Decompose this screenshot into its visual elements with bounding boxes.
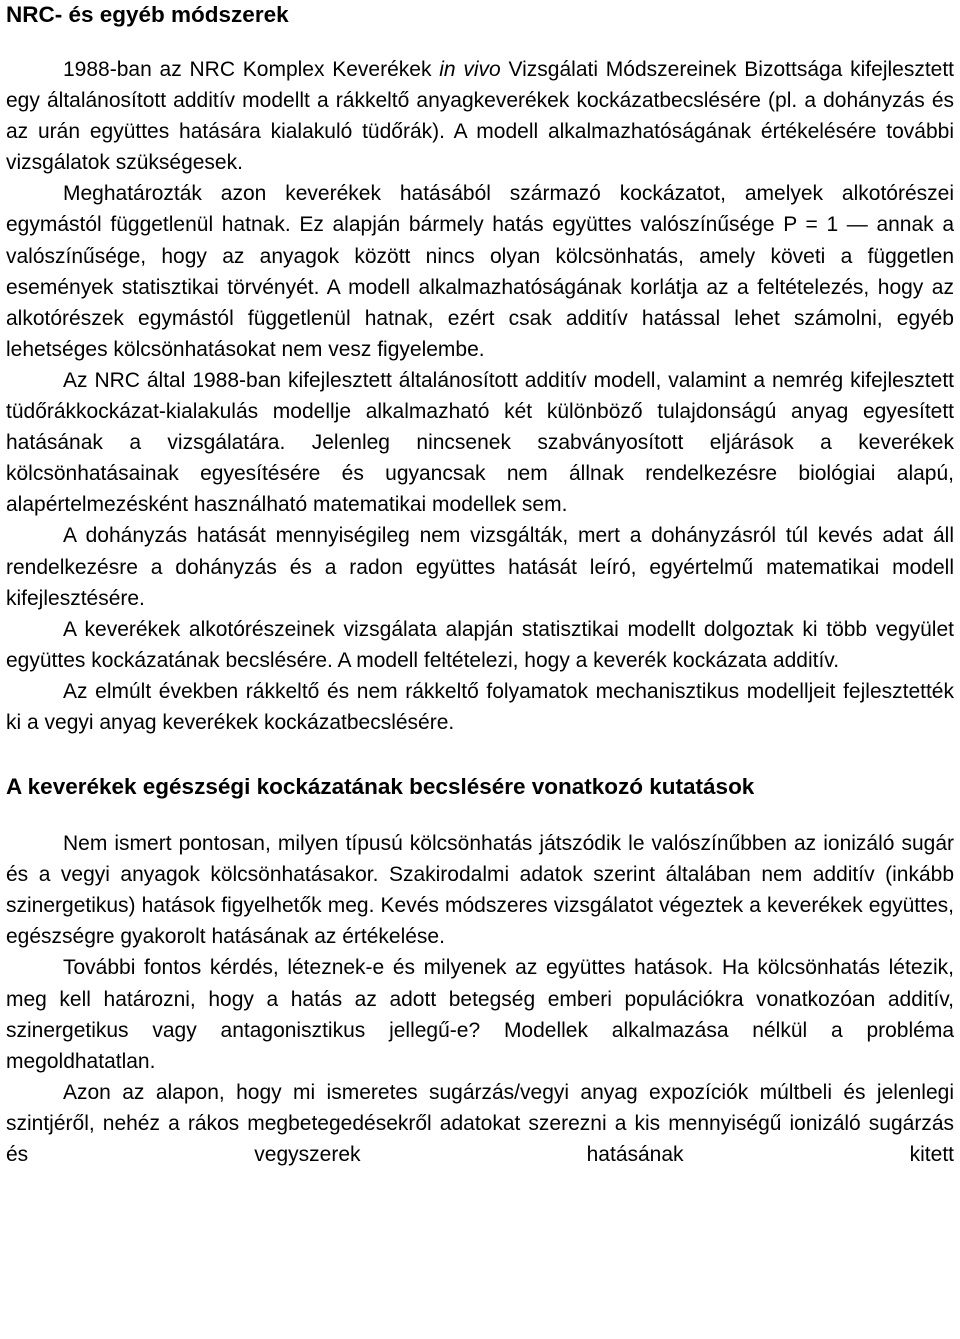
- paragraph: [6, 54, 954, 178]
- paragraph: A dohányzás hatását mennyiségileg nem vizsgálták, mert a dohányzásról túl kevés adat áll rendelkezésre a dohányzás és a radon együttes hatását leíró, egyértelmű matematikai modell kifejlesztésére.: [6, 524, 954, 610]
- section-heading-nrc-methods: NRC- és egyéb módszerek: [6, 2, 289, 27]
- paragraph-text: 1988-ban az NRC Komplex Keverékek: [63, 58, 440, 81]
- paragraph: Azon az alapon, hogy mi ismeretes sugárzás/vegyi anyag expozíciók múltbeli és jelenlegi szintjéről, nehéz a rákos megbetegedésekről adatokat szerezni a kis mennyiségű ionizáló sugárzás és vegyszerek hatásának kitett: [6, 1080, 954, 1166]
- paragraph: További fontos kérdés, léteznek-e és milyenek az együttes hatások. Ha kölcsönhatás létezik, meg kell határozni, hogy a hatás az adott betegség emberi populációkra vonatkozóan additív, szinergetikus vagy antagonisztikus jellegű-e? Modellek alkalmazása nélkül a probléma megoldhatatlan.: [6, 956, 954, 1073]
- document-page: [6, 0, 954, 1170]
- paragraph: Az NRC által 1988-ban kifejlesztett általánosított additív modell, valamint a nemrég kifejlesztett tüdőrákkockázat-kialakulás modellje alkalmazható két különböző tulajdonságú anyag egyesített hatásának a vizsgálatára. Jelenleg nincsenek szabványosított eljárások a keverékek kölcsönhatásainak egyesítésére és ugyancsak nem állnak rendelkezésre biológiai alapú, alapértelmezésként használható matematikai modellek sem.: [6, 368, 954, 517]
- paragraph: Az elmúlt években rákkeltő és nem rákkeltő folyamatok mechanisztikus modelljeit fejlesztették ki a vegyi anyag keverékek kockázatbecslésére.: [6, 679, 954, 734]
- paragraph-text: Vizsgálati Módszereinek Bizottsága kifejlesztett egy általánosított additív modellt a rákkeltő anyagkeverékek kockázatbecslésére (pl. a dohányzás és az urán együttes hatására kialakuló tüdőrák). A modell alkalmazhatóságának értékelésére további vizsgálatok szükségesek.: [6, 58, 955, 175]
- paragraph: Nem ismert pontosan, milyen típusú kölcsönhatás játszódik le valószínűbben az ionizáló sugár és a vegyi anyagok kölcsönhatásakor. Szakirodalmi adatok szerint általában nem additív (inkább szinergetikus) hatások figyelhetők meg. Kevés módszeres vizsgálatot végeztek a keverékek együttes, egészségre gyakorolt hatásának az értékelése.: [6, 832, 954, 949]
- section-heading-research: A keverékek egészségi kockázatának becslésére vonatkozó kutatások: [6, 774, 755, 800]
- spacer: [6, 802, 954, 828]
- spacer: [6, 738, 954, 772]
- paragraph: A keverékek alkotórészeinek vizsgálata alapján statisztikai modellt dolgoztak ki több vegyület együttes kockázatának becslésére. A modell feltételezi, hogy a keverék kockázata additív.: [6, 617, 954, 672]
- italic-term: in vivo: [439, 58, 501, 81]
- paragraph: Meghatározták azon keverékek hatásából származó kockázatot, amelyek alkotórészei egymástól függetlenül hatnak. Ez alapján bármely hatás együttes valószínűsége P = 1 ― annak a valószínűsége, hogy az anyagok között nincs olyan kölcsönhatás, amely követi a független események statisztikai törvényét. A modell alkalmazhatóságának korlátja az a feltételezés, hogy az alkotórészek egymástól függetlenül hatnak, ezért csak additív hatással lehet számolni, egyéb lehetséges kölcsönhatásokat nem vesz figyelembe.: [6, 182, 954, 361]
